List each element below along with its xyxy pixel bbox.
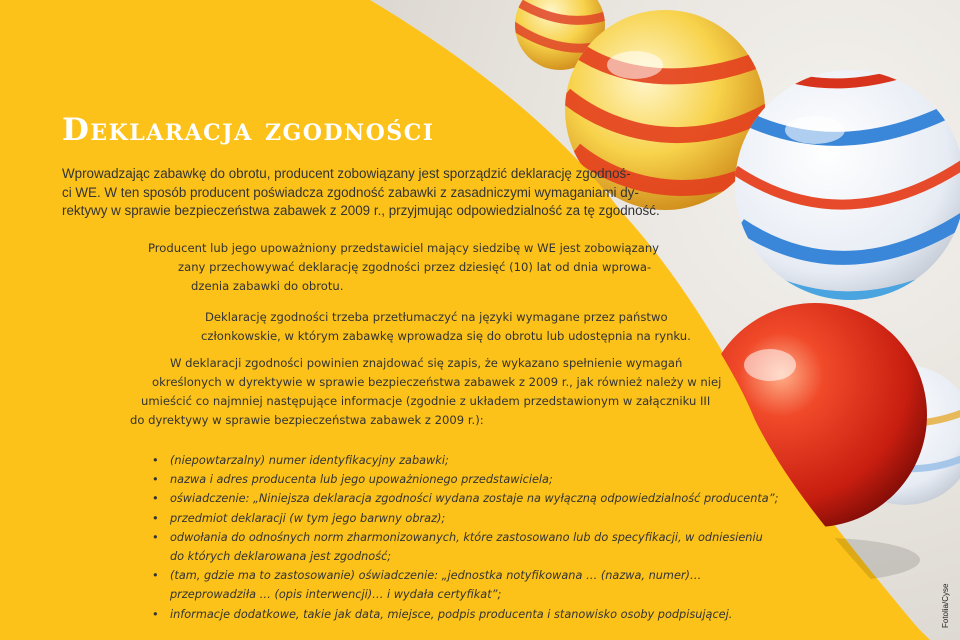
paragraph-line: zany przechowywać deklarację zgodności przez dziesięć (10) lat od dnia wprowa- — [178, 260, 652, 274]
list-item: • (niepowtarzalny) numer identyfikacyjny zabawki; — [152, 451, 778, 470]
intro-paragraph — [62, 165, 702, 221]
intro-line: rektywy w sprawie bezpieczeństwa zabawek z 2009 r., przyjmując odpowiedzialność za tę zgodność. — [62, 203, 660, 218]
page-title: Deklaracja zgodności — [62, 112, 435, 148]
photo-credit: Fotolia/Cyse — [941, 583, 950, 628]
list-item: • oświadczenie: „Niniejsza deklaracja zgodności wydana zostaje na wyłączną odpowiedzialność producenta”; — [152, 489, 778, 508]
list-item: • (tam, gdzie ma to zastosowanie) oświadczenie: „jednostka notyfikowana … (nazwa, numer)… — [152, 566, 778, 585]
list-item-continuation: do których deklarowana jest zgodność; — [170, 550, 392, 564]
paragraph-line: dzenia zabawki do obrotu. — [191, 279, 344, 293]
list-item: • przedmiot deklaracji (w tym jego barwny obraz); — [152, 509, 778, 528]
list-item: • nazwa i adres producenta lub jego upoważnionego przedstawiciela; — [152, 470, 778, 489]
paragraph-line: umieścić co najmniej następujące informacje (zgodnie z układem przedstawionym w załączniku III — [141, 394, 711, 408]
intro-line: Wprowadzając zabawkę do obrotu, producent zobowiązany jest sporządzić deklarację zgodnoś- — [62, 166, 631, 181]
paragraph-line: do dyrektywy w sprawie bezpieczeństwa zabawek z 2009 r.): — [130, 413, 484, 427]
paragraph-line: określonych w dyrektywie w sprawie bezpieczeństwa zabawek z 2009 r., jak również należy w niej — [152, 375, 722, 389]
intro-line: ci WE. W ten sposób producent poświadcza zgodność zabawki z zasadniczymi wymaganiami dy- — [62, 184, 639, 200]
paragraph-line: W deklaracji zgodności powinien znajdować się zapis, że wykazano spełnienie wymagań — [170, 356, 683, 370]
list-item-continuation: przeprowadziła … (opis interwencji)… i wydała certyfikat”; — [170, 588, 502, 602]
requirements-list — [152, 451, 778, 624]
paragraph-line: Deklarację zgodności trzeba przetłumaczyć na języki wymagane przez państwo — [205, 310, 668, 324]
paragraph-line: Producent lub jego upoważniony przedstawiciel mający siedzibę w WE jest zobowiązany — [148, 241, 660, 255]
list-item: • informacje dodatkowe, takie jak data, miejsce, podpis producenta i stanowisko osoby podpisującej. — [152, 605, 778, 624]
paragraph-line: członkowskie, w którym zabawkę wprowadza się do obrotu lub udostępnia na rynku. — [201, 329, 691, 343]
list-item: • odwołania do odnośnych norm zharmonizowanych, które zastosowano lub do specyfikacji, w odniesieniu — [152, 528, 778, 547]
